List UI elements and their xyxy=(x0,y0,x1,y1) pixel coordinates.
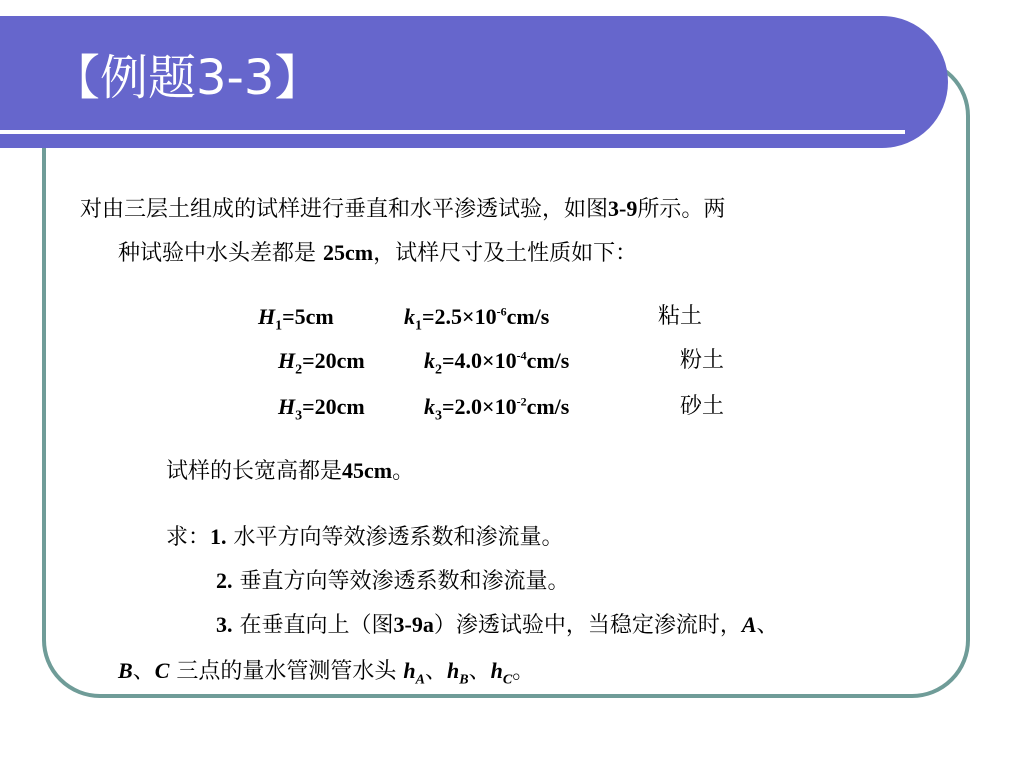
question-3 xyxy=(216,610,779,641)
intro-line-2 xyxy=(118,238,637,269)
soil-type: 砂土 xyxy=(680,394,725,419)
size-text: 试样的长宽高都是 xyxy=(166,459,343,484)
layer-permeability: $k_1=2.5\times 10^{-6}cm/s$ xyxy=(404,304,550,334)
question-text: 水平方向等效渗透系数和渗流量。 xyxy=(226,525,564,550)
soil-type: 粉土 xyxy=(680,348,725,373)
intro-text: 所示。两 xyxy=(637,197,726,222)
separator: 、 xyxy=(132,659,155,684)
figure-ref: 3-9a xyxy=(393,612,434,637)
question-text: 在垂直向上（图 xyxy=(232,613,394,638)
question-number: 3. xyxy=(216,612,233,637)
ask-label: 求： xyxy=(166,525,211,550)
point-label: A xyxy=(741,612,757,637)
question-text: 垂直方向等效渗透系数和渗流量。 xyxy=(232,569,570,594)
layer-permeability: $k_2=4.0\times 10^{-4}cm/s$ xyxy=(424,348,570,378)
layer-row xyxy=(278,392,758,424)
figure-ref: 3-9 xyxy=(608,196,638,221)
head-difference: 25cm xyxy=(323,240,374,265)
point-label: B xyxy=(118,658,133,683)
layer-row xyxy=(258,302,738,334)
soil-type: 粘土 xyxy=(658,304,703,329)
question-3-cont xyxy=(118,656,534,687)
layer-row xyxy=(278,346,758,378)
slide-title: 【例题3-3】 xyxy=(52,50,323,106)
head-hB: $h_B$ xyxy=(447,658,469,688)
separator: 、 xyxy=(468,659,491,684)
question-text: ）渗透试验中，当稳定渗流时， xyxy=(433,613,742,638)
size-value: 45cm xyxy=(342,458,393,483)
point-label: C xyxy=(154,658,170,683)
period: 。 xyxy=(512,659,535,684)
layer-thickness: $H_1=5cm$ xyxy=(258,304,334,334)
separator: 、 xyxy=(756,613,779,638)
layer-permeability: $k_3=2.0\times 10^{-2}cm/s$ xyxy=(424,394,570,424)
question-text: 三点的量水管测管水头 xyxy=(169,659,404,684)
slide-frame xyxy=(42,58,970,698)
question-1 xyxy=(166,522,564,553)
separator: 、 xyxy=(424,659,447,684)
layer-thickness: $H_3=20cm$ xyxy=(278,394,365,424)
intro-text: 种试验中水头差都是 xyxy=(118,241,323,266)
question-2 xyxy=(216,566,570,597)
question-number: 2. xyxy=(216,568,233,593)
intro-text: ，试样尺寸及土性质如下： xyxy=(373,241,638,266)
size-text: 。 xyxy=(392,459,415,484)
layer-thickness: $H_2=20cm$ xyxy=(278,348,365,378)
banner-divider xyxy=(0,130,905,134)
intro-line-1 xyxy=(80,194,725,225)
intro-text: 对由三层土组成的试样进行垂直和水平渗透试验，如图 xyxy=(80,197,609,222)
sample-size-line xyxy=(166,456,414,487)
question-number: 1. xyxy=(210,524,227,549)
head-hA: $h_A$ xyxy=(403,658,425,688)
head-hC: $h_C$ xyxy=(490,658,513,688)
